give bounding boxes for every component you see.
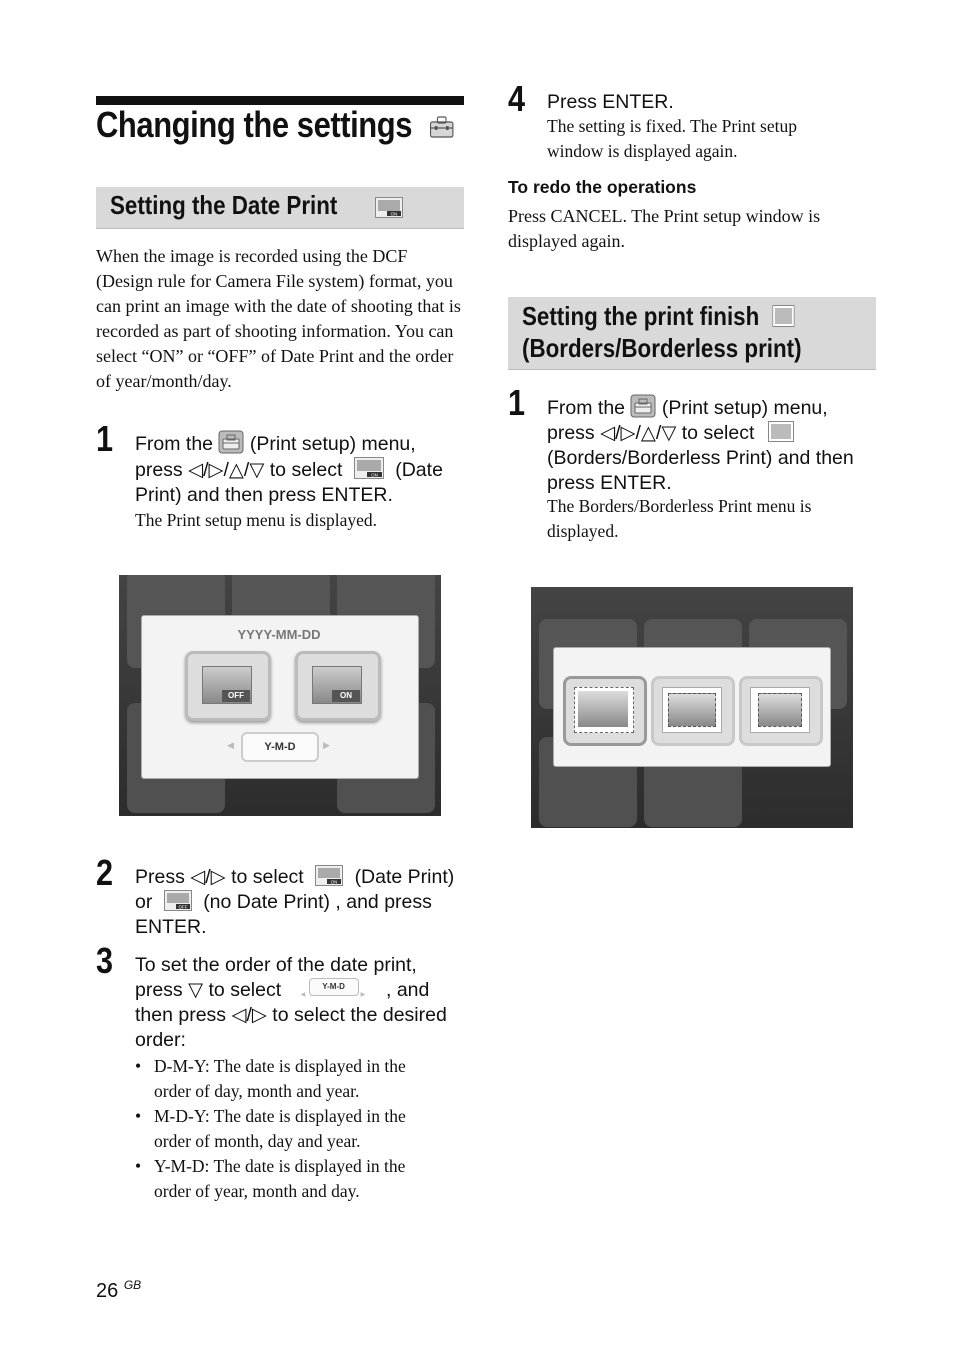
step-number: 4 [508,78,526,119]
order-bullet-list [135,1054,465,1204]
right-step1-note: The Borders/Borderless Print menu is displayed. [547,496,812,541]
right-arrow-icon[interactable]: ▶ [323,740,330,750]
toolbox-icon [429,115,455,139]
svg-text:ON: ON [370,472,378,478]
date-print-on-icon [315,865,343,886]
step-number: 1 [508,382,526,423]
date-print-screen [119,575,441,816]
date-format-label: YYYY-MM-DD [237,627,321,642]
region-code: GB [123,1278,142,1292]
step-number: 3 [96,940,114,981]
redo-paragraph: Press CANCEL. The Print setup window is displayed again. [508,206,821,251]
borders-screen [531,587,853,828]
redo-heading: To redo the operations [508,177,697,197]
list-item: • M-D-Y: The date is displayed in the order of month, day and year. [135,1106,406,1151]
off-badge: OFF [222,690,250,702]
date-print-on-icon [375,197,403,218]
date-order-selector[interactable]: Y-M-D [241,732,319,762]
borders-option-2[interactable] [651,676,735,746]
intro-paragraph: When the image is recorded using the DCF (Design rule for Camera File system) format, you can print an image with the date of shooting that is recorded as part of shooting information. You can select “ON” or “OFF” of Date Print and the order of year/month/day. [96,246,461,391]
section-title-date-print: Setting the Date Print [110,190,338,220]
page-title: Changing the settings [96,104,455,146]
step3-text: To set the order of the date print, press ▽ to select ◀ Y-M-D ▶ , and then press ◁/▷ to select the desired order: [135,954,447,1051]
svg-text:ON: ON [330,879,338,885]
left-arrow-icon[interactable]: ◀ [227,740,234,750]
step4-note: The setting is fixed. The Print setup window is displayed again. [547,116,797,161]
on-badge: ON [332,690,360,702]
date-off-option[interactable] [185,651,271,721]
date-print-off-icon [164,890,192,911]
borders-option-1[interactable] [563,676,647,746]
borders-icon [772,305,794,327]
date-print-icon [354,457,384,479]
date-on-option[interactable] [295,651,381,721]
step-number: 1 [96,418,114,459]
right-step1-text: From the (Print setup) menu, press ◁/▷/△/▽ to select (Borders/Borderless Print) and then press ENTER. [547,394,882,496]
step1-text: From the (Print setup) menu, press ◁/▷/△/▽ to select ON (Date Print) and then press ENTER. The Print setup menu is displayed. [135,430,465,533]
print-setup-icon [218,430,244,454]
borders-option-3[interactable] [739,676,823,746]
svg-text:ON: ON [390,211,398,217]
order-selector-icon: ◀ Y-M-D ▶ [301,978,367,998]
list-item: • D-M-Y: The date is displayed in the order of day, month and year. [135,1056,406,1101]
step-number: 2 [96,852,114,893]
print-setup-icon [630,394,656,418]
list-item: • Y-M-D: The date is displayed in the order of year, month and day. [135,1156,406,1201]
page-number: 26 $^{GB}$ [96,1278,142,1302]
step4-text: Press ENTER. [547,91,674,113]
svg-text:OFF: OFF [178,904,188,910]
section-title-print-finish: Setting the print finish (Borders/Borderless print) [522,301,802,363]
borders-icon [768,421,794,442]
step2-text: Press ◁/▷ to select ON (Date Print) or OFF (no Date Print) , and press ENTER. [135,866,455,938]
